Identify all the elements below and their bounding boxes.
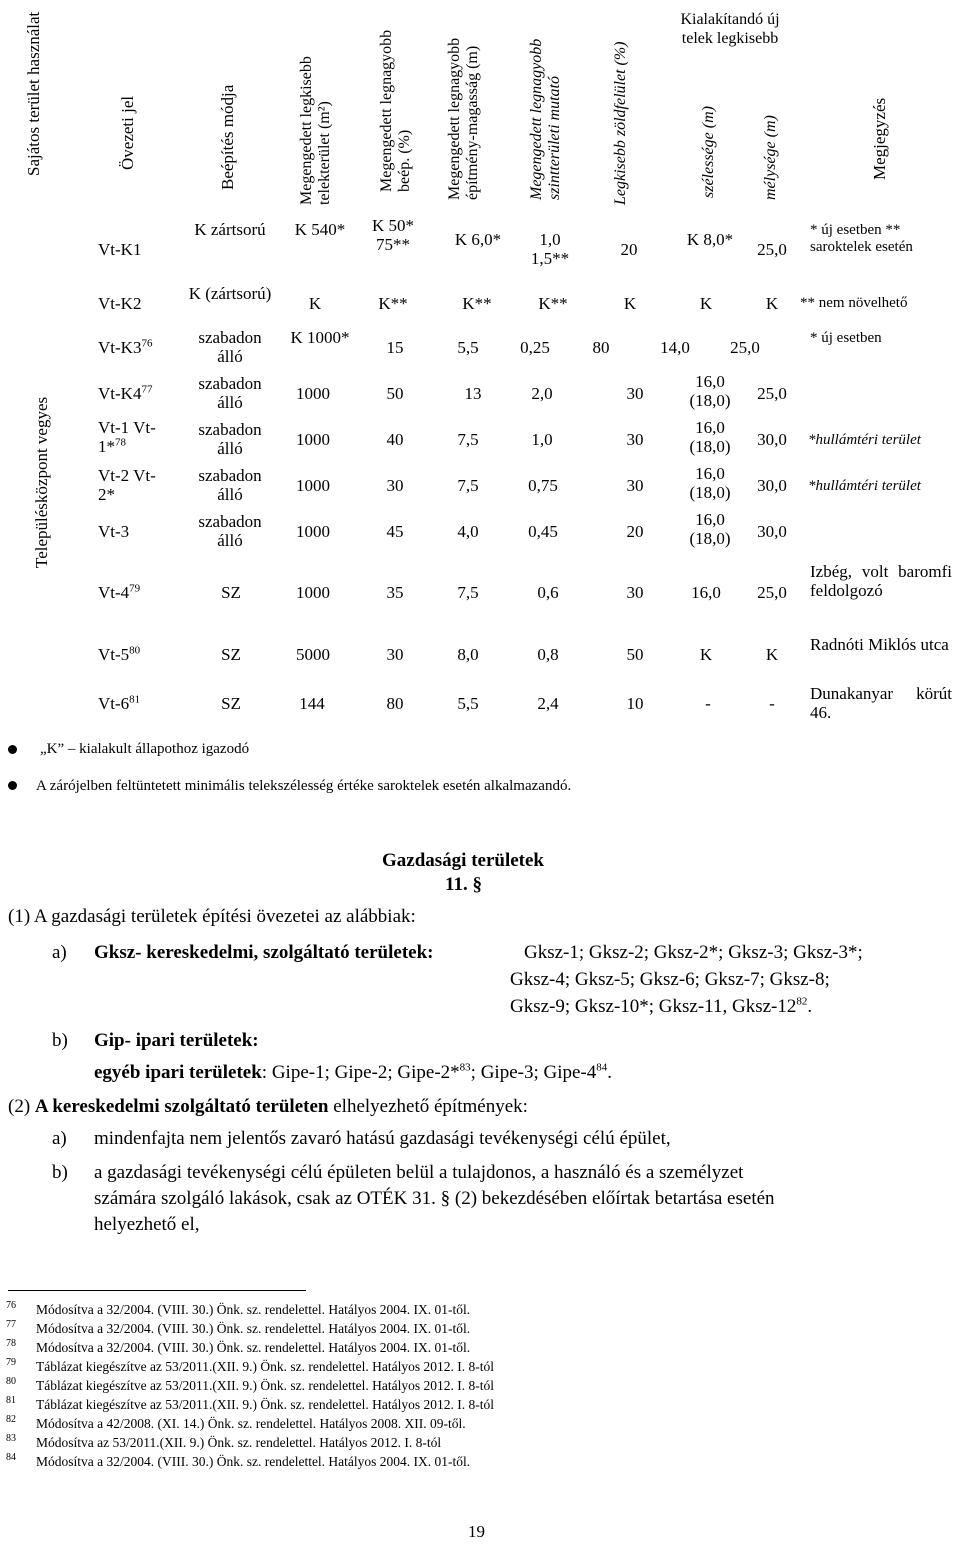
row-width: - xyxy=(705,694,711,713)
page-number: 19 xyxy=(468,1522,485,1541)
footnote-text: Módosítva a 32/2004. (VIII. 30.) Önk. sz. rendelettel. Hatályos 2004. IX. 01-től. xyxy=(36,1340,471,1355)
footnote-number: 82 xyxy=(6,1414,16,1425)
row-index: 1,0 xyxy=(531,430,553,449)
row-green: 80 xyxy=(592,338,610,357)
section-title: Gazdasági területek xyxy=(382,850,545,871)
row-width: 16,0 (18,0) xyxy=(689,372,731,410)
footnote-number: 77 xyxy=(6,1319,16,1330)
row-mode: K (zártsorú) xyxy=(188,284,272,303)
row-height: K 6,0* xyxy=(454,230,502,249)
item-a-line3: Gksz-9; Gksz-10*; Gksz-11, Gksz-$12^{82}$. xyxy=(510,995,813,1017)
row-green: 20 xyxy=(626,522,644,541)
row-index: 0,6 xyxy=(537,583,559,602)
row-width: K 8,0* xyxy=(686,230,734,249)
paragraph-number: 11. § xyxy=(445,874,482,895)
footnote-number: 80 xyxy=(6,1376,16,1387)
row-depth: K xyxy=(765,294,779,313)
header-zone: Övezeti jel xyxy=(118,95,137,170)
row-remark: Radnóti Miklós utca xyxy=(810,635,949,654)
row-zone: Vt-2 Vt-2* xyxy=(98,466,156,504)
row-plot: 1000 xyxy=(296,476,330,495)
footnote-number: 78 xyxy=(6,1338,16,1349)
row-mode: szabadon álló xyxy=(198,374,262,412)
header-floor-index: Megengedett legnagyobb szintterületi mutató xyxy=(528,38,563,200)
row-coverage: 80 xyxy=(386,694,404,713)
row-depth: 25,0 xyxy=(757,240,787,259)
footnote-number: 76 xyxy=(6,1300,16,1311)
footnote-text: Módosítva a 32/2004. (VIII. 30.) Önk. sz. rendelettel. Hatályos 2004. IX. 01-től. xyxy=(36,1454,471,1469)
item-2a-label: a) xyxy=(52,1128,67,1149)
row-coverage: 45 xyxy=(386,522,404,541)
row-plot: 1000 xyxy=(296,583,330,602)
item-b-ipari: egyéb ipari területek: Gipe-1; Gipe-2; Gipe-2*$^{83}$; Gipe-3; Gipe-$4^{84}$. xyxy=(94,1061,612,1083)
row-index: 0,25 xyxy=(520,338,550,357)
row-coverage: K 50* 75** xyxy=(371,216,415,254)
header-land-use: Sajátos terület használat xyxy=(24,11,43,176)
row-index: 2,0 xyxy=(531,384,553,403)
row-width: K xyxy=(699,294,713,313)
row-zone: Vt-3 xyxy=(98,522,130,541)
row-zone: $Vt-6^{81}$ xyxy=(98,693,141,713)
paragraph-2: (2) A kereskedelmi szolgáltató területen elhelyezhető építmények: xyxy=(8,1096,528,1117)
footnote-text: Módosítva a 32/2004. (VIII. 30.) Önk. sz. rendelettel. Hatályos 2004. IX. 01-től. xyxy=(36,1321,471,1336)
row-remark: * új esetben xyxy=(810,330,882,346)
row-height: 13 xyxy=(464,384,482,403)
row-zone: Vt-1 Vt-1*$^{78}$ xyxy=(98,418,156,456)
item-a-line1: Gksz-1; Gksz-2; Gksz-2*; Gksz-3; Gksz-3*; xyxy=(524,942,863,963)
footnote-text: Módosítva az 53/2011.(XII. 9.) Önk. sz. rendelettel. Hatályos 2012. I. 8-tól xyxy=(36,1435,442,1450)
row-zone: Vt-K2 xyxy=(98,294,142,313)
item-a-line2: Gksz-4; Gksz-5; Gksz-6; Gksz-7; Gksz-8; xyxy=(510,969,830,990)
row-depth: 30,0 xyxy=(757,522,787,541)
row-plot: K xyxy=(308,294,322,313)
paragraph-1: (1) A gazdasági területek építési övezetei az alábbiak: xyxy=(8,906,416,927)
row-depth: 25,0 xyxy=(730,338,760,357)
row-mode: szabadon álló xyxy=(198,512,262,550)
row-width: 16,0 xyxy=(691,583,721,602)
row-green: 30 xyxy=(626,384,644,403)
row-width: 16,0 (18,0) xyxy=(689,418,731,456)
row-zone: $Vt-K4^{77}$ xyxy=(98,383,153,403)
group-label: Településközpont vegyes xyxy=(32,396,51,568)
row-green: 30 xyxy=(626,583,644,602)
bullet-icon xyxy=(8,745,17,754)
row-mode: SZ xyxy=(221,583,241,602)
row-green: 50 xyxy=(626,645,644,664)
row-depth: 25,0 xyxy=(757,384,787,403)
row-height: K** xyxy=(462,294,492,313)
row-zone: Vt-K1 xyxy=(98,240,142,259)
header-max-height: Megengedett legnagyobb építmény-magasság (m) xyxy=(446,37,481,200)
row-mode: szabadon álló xyxy=(198,420,262,458)
row-depth: 30,0 xyxy=(757,430,787,449)
row-depth: 30,0 xyxy=(757,476,787,495)
row-index: 0,45 xyxy=(528,522,558,541)
header-new-plot-group: Kialakítandó új telek legkisebb xyxy=(680,11,780,47)
row-coverage: K** xyxy=(378,294,408,313)
row-height: 7,5 xyxy=(457,476,479,495)
row-green: 30 xyxy=(626,476,644,495)
row-plot: 1000 xyxy=(296,522,330,541)
row-height: 8,0 xyxy=(457,645,479,664)
row-coverage: 30 xyxy=(386,645,404,664)
row-height: 7,5 xyxy=(457,430,479,449)
header-min-green: Legkisebb zöldfelület (%) xyxy=(612,41,629,205)
row-coverage: 40 xyxy=(386,430,404,449)
header-max-coverage: Megengedett legnagyobb beép. (%) xyxy=(378,29,413,192)
header-remark: Megjegyzés xyxy=(870,97,889,180)
item-a-label: a) xyxy=(52,942,67,963)
row-remark: Izbég, volt baromfi feldolgozó xyxy=(810,562,952,600)
row-height: 5,5 xyxy=(457,694,479,713)
item-a-title: Gksz- kereskedelmi, szolgáltató területek: xyxy=(94,942,434,963)
row-index: 1,0 1,5** xyxy=(530,230,570,268)
row-coverage: 50 xyxy=(386,384,404,403)
row-width: 16,0 (18,0) xyxy=(689,464,731,502)
row-depth: - xyxy=(769,694,775,713)
row-height: 4,0 xyxy=(457,522,479,541)
row-remark: * új esetben ** saroktelek esetén xyxy=(810,222,913,255)
row-depth: 25,0 xyxy=(757,583,787,602)
row-plot: K 540* xyxy=(294,220,346,239)
item-2a: mindenfajta nem jelentős zavaró hatású gazdasági tevékenységi célú épület, xyxy=(94,1128,671,1149)
footnote-text: Táblázat kiegészítve az 53/2011.(XII. 9.) Önk. sz. rendelettel. Hatályos 2012. I. 8-tól xyxy=(36,1397,494,1412)
row-width: 16,0 (18,0) xyxy=(689,510,731,548)
header-depth: mélysége (m) xyxy=(762,115,779,200)
footnote-text: Módosítva a 32/2004. (VIII. 30.) Önk. sz. rendelettel. Hatályos 2004. IX. 01-től. xyxy=(36,1302,471,1317)
item-2b-line1: a gazdasági tevékenységi célú épületen belül a tulajdonos, a használó és a személyzet xyxy=(94,1162,744,1183)
row-coverage: 30 xyxy=(386,476,404,495)
row-mode: K zártsorú xyxy=(194,220,266,239)
item-2b-line3: helyezhető el, xyxy=(94,1214,200,1235)
footnote-number: 84 xyxy=(6,1452,16,1463)
row-green: 10 xyxy=(626,694,644,713)
row-mode: szabadon álló xyxy=(198,328,262,366)
row-zone: $Vt-4^{79}$ xyxy=(98,582,141,602)
row-remark: *hullámtéri terület xyxy=(808,478,921,494)
header-min-plot: Megengedett legkisebb telekterület (m²) xyxy=(298,56,333,205)
bullet-icon xyxy=(8,781,17,790)
footnote-divider xyxy=(8,1290,306,1291)
note-brackets: A zárójelben feltüntetett minimális telekszélesség értéke saroktelek esetén alkalmazandó. xyxy=(36,778,572,794)
row-width: K xyxy=(699,645,713,664)
row-plot: 1000 xyxy=(296,430,330,449)
row-green: K xyxy=(623,294,637,313)
item-b-label: b) xyxy=(52,1030,68,1051)
footnote-number: 83 xyxy=(6,1433,16,1444)
row-height: 7,5 xyxy=(457,583,479,602)
row-mode: szabadon álló xyxy=(198,466,262,504)
row-green: 20 xyxy=(620,240,638,259)
row-index: 2,4 xyxy=(537,694,559,713)
row-index: 0,8 xyxy=(537,645,559,664)
header-width: szélessége (m) xyxy=(700,106,717,198)
footnote-number: 81 xyxy=(6,1395,16,1406)
header-build-mode: Beépítés módja xyxy=(218,84,237,190)
row-index: 0,75 xyxy=(528,476,558,495)
item-2b-line2: számára szolgáló lakások, csak az OTÉK 31. § (2) bekezdésében előírtak betartása esetén xyxy=(94,1188,775,1209)
row-depth: K xyxy=(765,645,779,664)
footnote-text: Módosítva a 42/2008. (XI. 14.) Önk. sz. rendelettel. Hatályos 2008. XII. 09-től. xyxy=(36,1416,466,1431)
row-index: K** xyxy=(538,294,568,313)
item-b-title: Gip- ipari területek: xyxy=(94,1030,259,1051)
row-plot: 144 xyxy=(299,694,325,713)
item-2b-label: b) xyxy=(52,1162,68,1183)
footnote-text: Táblázat kiegészítve az 53/2011.(XII. 9.) Önk. sz. rendelettel. Hatályos 2012. I. 8-tól xyxy=(36,1378,494,1393)
footnote-number: 79 xyxy=(6,1357,16,1368)
row-plot: K 1000* xyxy=(290,328,350,347)
row-mode: SZ xyxy=(221,645,241,664)
note-k: „K” – kialakult állapothoz igazodó xyxy=(40,741,250,757)
row-zone: $Vt-K3^{76}$ xyxy=(98,337,153,357)
row-remark: Dunakanyar körút 46. xyxy=(810,684,952,722)
row-plot: 5000 xyxy=(296,645,330,664)
row-remark: ** nem növelhető xyxy=(800,295,908,311)
row-mode: SZ xyxy=(221,694,241,713)
row-remark: *hullámtéri terület xyxy=(808,432,921,448)
row-zone: $Vt-5^{80}$ xyxy=(98,644,141,664)
row-coverage: 35 xyxy=(386,583,404,602)
row-width: 14,0 xyxy=(660,338,690,357)
row-height: 5,5 xyxy=(457,338,479,357)
row-green: 30 xyxy=(626,430,644,449)
row-plot: 1000 xyxy=(296,384,330,403)
row-coverage: 15 xyxy=(386,338,404,357)
footnote-text: Táblázat kiegészítve az 53/2011.(XII. 9.) Önk. sz. rendelettel. Hatályos 2012. I. 8-tól xyxy=(36,1359,494,1374)
